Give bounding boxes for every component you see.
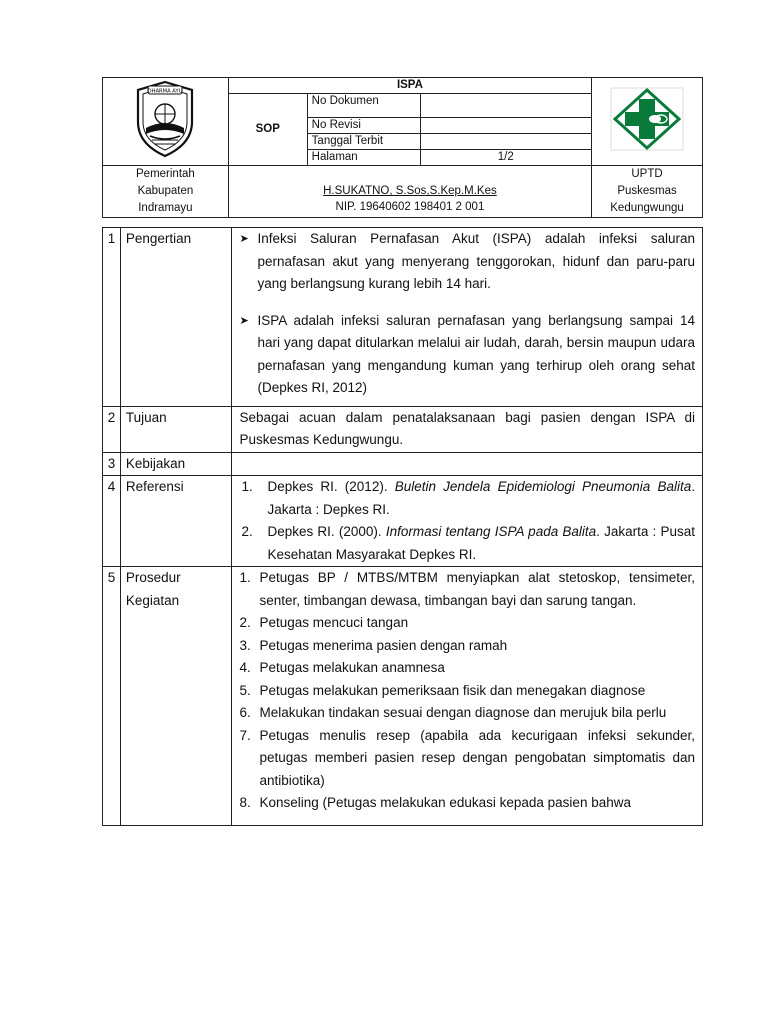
reference-number: 2. — [241, 524, 253, 539]
definition-text: Infeksi Saluran Pernafasan Akut (ISPA) adalah infeksi saluran pernafasan akut yang menyerang tenggorokan, hidunf dan paru-paru yang berlangsung kurang lebih 14 hari. — [257, 231, 695, 291]
institution-right-line: UPTD — [631, 168, 663, 180]
section-label: Tujuan — [120, 406, 232, 452]
procedure-step — [239, 792, 695, 815]
arrow-bullet-icon: ➤ — [239, 233, 249, 245]
section-content-referensi — [232, 476, 703, 567]
sop-header-table — [102, 77, 703, 218]
field-label-no-dokumen: No Dokumen — [307, 94, 420, 118]
field-value-no-revisi — [420, 118, 592, 134]
section-row-pengertian — [103, 228, 703, 407]
step-number: 2. — [239, 615, 251, 630]
step-number: 1. — [239, 570, 251, 585]
sop-label: SOP — [228, 94, 307, 166]
section-content-prosedur — [232, 567, 703, 826]
document-title: ISPA — [228, 78, 591, 94]
institution-left-line: Pemerintah — [136, 168, 195, 180]
section-label: Referensi — [120, 476, 232, 567]
reference-author: Depkes RI. (2012). — [267, 479, 395, 494]
section-number: 4 — [103, 476, 121, 567]
section-number: 3 — [103, 452, 121, 476]
reference-title: Informasi tentang ISPA pada Balita — [385, 524, 597, 539]
field-value-no-dokumen — [420, 94, 592, 118]
procedure-step — [239, 657, 695, 680]
procedure-step — [239, 725, 695, 793]
section-label: Pengertian — [120, 228, 232, 407]
section-row-tujuan — [103, 406, 703, 452]
reference-item — [239, 521, 695, 566]
signatory-name: H.SUKATNO, S.Sos,S.Kep.M.Kes — [323, 185, 497, 197]
section-label — [120, 567, 232, 826]
puskesmas-logo-cell — [592, 78, 703, 166]
regency-seal-icon — [132, 78, 198, 160]
signatory-nip: NIP. 19640602 198401 2 001 — [335, 201, 485, 213]
step-text: Petugas mencuci tangan — [259, 615, 409, 630]
step-text: Konseling (Petugas melakukan edukasi kepada pasien bahwa — [259, 795, 631, 810]
section-content-tujuan: Sebagai acuan dalam penatalaksanaan bagi pasien dengan ISPA di Puskesmas Kedungwungu. — [232, 406, 703, 452]
step-text: Petugas menulis resep (apabila ada kecurigaan infeksi sekunder, petugas memberi pasien resep dengan pengobatan simptomatis dan antibiotika) — [259, 727, 695, 788]
section-label: Kebijakan — [120, 452, 232, 476]
reference-title: Buletin Jendela Epidemiologi Pneumonia Balita — [394, 479, 692, 494]
institution-right-line: Puskesmas — [617, 185, 677, 197]
step-number: 4. — [239, 660, 251, 675]
reference-publisher: . Jakarta : Depkes RI. — [267, 479, 695, 517]
definition-bullet — [239, 228, 695, 296]
section-content-kebijakan — [232, 452, 703, 476]
step-text: Petugas melakukan anamnesa — [259, 660, 445, 675]
procedure-step — [239, 612, 695, 635]
arrow-bullet-icon: ➤ — [239, 314, 249, 327]
section-content-pengertian — [232, 228, 703, 407]
section-label-line: Kegiatan — [125, 592, 180, 608]
puskesmas-cross-icon — [608, 85, 686, 153]
step-text: Melakukan tindakan sesuai dengan diagnose dan merujuk bila perlu — [259, 705, 667, 720]
seal-motto-text: DHARMA AYU — [147, 88, 183, 95]
reference-author: Depkes RI. (2000). — [267, 524, 386, 539]
procedure-step — [239, 680, 695, 703]
step-number: 8. — [239, 795, 251, 810]
institution-right-line: Kedungwungu — [610, 202, 684, 214]
procedure-step — [239, 567, 695, 612]
reference-number: 1. — [241, 479, 253, 494]
step-number: 3. — [239, 637, 251, 653]
step-text: Petugas menerima pasien dengan ramah — [259, 637, 508, 653]
procedure-step — [239, 702, 695, 725]
step-number: 5. — [239, 682, 251, 698]
institution-left — [103, 166, 229, 218]
signatory-block — [228, 166, 591, 218]
sop-content-table — [102, 227, 703, 826]
step-text: Petugas melakukan pemeriksaan fisik dan menegakan diagnose — [259, 682, 646, 698]
definition-text: ISPA adalah infeksi saluran pernafasan yang berlangsung sampai 14 hari yang dapat ditularkan melalui air ludah, darah, bersin maupun udara pernafasan yang mengandung kuman yang terhirup oleh orang sehat (Depkes RI, 2012) — [257, 312, 695, 395]
institution-left-line: Indramayu — [138, 202, 193, 214]
procedure-step — [239, 635, 695, 658]
step-number: 6. — [239, 705, 251, 720]
regency-logo-cell — [103, 78, 229, 166]
section-number: 1 — [103, 228, 121, 407]
field-value-halaman: 1/2 — [420, 150, 592, 166]
reference-item — [239, 476, 695, 521]
field-value-tanggal-terbit — [420, 134, 592, 150]
field-label-halaman: Halaman — [307, 150, 420, 166]
section-row-referensi — [103, 476, 703, 567]
institution-right — [592, 166, 703, 218]
institution-left-line: Kabupaten — [137, 185, 194, 197]
reference-publisher: . Jakarta : Pusat Kesehatan Masyarakat Depkes RI. — [267, 524, 696, 562]
field-label-tanggal-terbit: Tanggal Terbit — [307, 134, 420, 150]
section-row-kebijakan — [103, 452, 703, 476]
definition-bullet — [239, 310, 695, 400]
section-number: 5 — [103, 567, 121, 826]
field-label-no-revisi: No Revisi — [307, 118, 420, 134]
step-number: 7. — [239, 727, 251, 743]
section-row-prosedur — [103, 567, 703, 826]
section-label-line: Prosedur — [125, 570, 181, 585]
step-text: Petugas BP / MTBS/MTBM menyiapkan alat stetoskop, tensimeter, senter, timbangan dewasa, timbangan bayi dan sarung tangan. — [259, 570, 695, 608]
section-number: 2 — [103, 406, 121, 452]
